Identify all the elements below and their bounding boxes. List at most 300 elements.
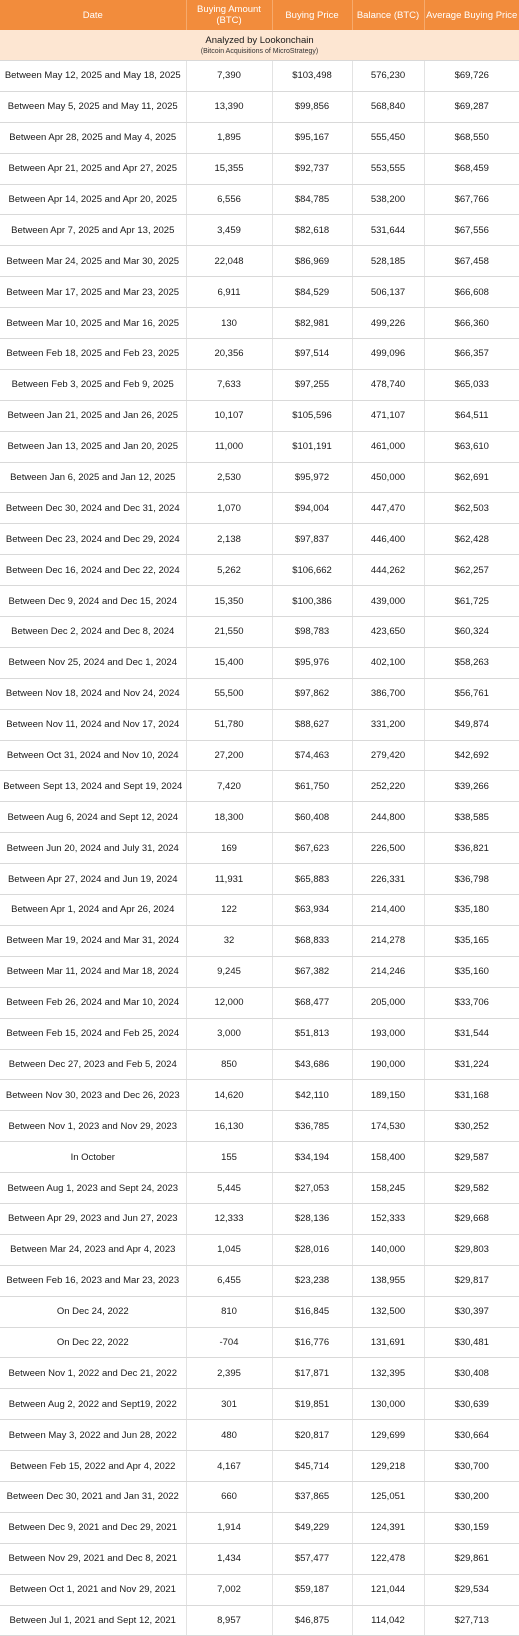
cell-buying-price: $95,976 [272,647,352,678]
cell-buying-amount: 6,556 [186,184,272,215]
cell-date: Between Apr 27, 2024 and Jun 19, 2024 [0,864,186,895]
cell-average-buying-price: $35,180 [424,895,519,926]
cell-balance: 499,096 [352,339,424,370]
cell-balance: 124,391 [352,1512,424,1543]
table-row [0,277,519,308]
cell-buying-amount: 14,620 [186,1080,272,1111]
cell-date: Between Dec 2, 2024 and Dec 8, 2024 [0,617,186,648]
cell-average-buying-price: $69,726 [424,61,519,92]
cell-balance: 538,200 [352,184,424,215]
table-row [0,1080,519,1111]
cell-buying-price: $61,750 [272,771,352,802]
table-row [0,369,519,400]
cell-balance: 158,400 [352,1142,424,1173]
cell-date: Between Apr 29, 2023 and Jun 27, 2023 [0,1203,186,1234]
cell-balance: 121,044 [352,1574,424,1605]
banner-subtitle: (Bitcoin Acquisitions of MicroStrategy) [200,47,319,55]
cell-buying-amount: 4,167 [186,1451,272,1482]
table-row [0,1234,519,1265]
cell-buying-amount: 6,455 [186,1265,272,1296]
cell-buying-amount: 1,070 [186,493,272,524]
cell-date: Between Jan 21, 2025 and Jan 26, 2025 [0,400,186,431]
cell-buying-amount: 480 [186,1420,272,1451]
cell-date: Between Feb 15, 2022 and Apr 4, 2022 [0,1451,186,1482]
cell-buying-amount: 51,780 [186,709,272,740]
cell-buying-amount: 9,245 [186,956,272,987]
table-row [0,1358,519,1389]
cell-date: Between Oct 31, 2024 and Nov 10, 2024 [0,740,186,771]
cell-date: Between May 12, 2025 and May 18, 2025 [0,61,186,92]
cell-average-buying-price: $35,165 [424,925,519,956]
header-buying-amount: Buying Amount (BTC) [186,0,272,30]
cell-average-buying-price: $66,357 [424,339,519,370]
cell-average-buying-price: $60,324 [424,617,519,648]
cell-balance: 158,245 [352,1173,424,1204]
cell-balance: 193,000 [352,1018,424,1049]
cell-buying-price: $27,053 [272,1173,352,1204]
cell-date: In October [0,1142,186,1173]
cell-balance: 252,220 [352,771,424,802]
table-row [0,864,519,895]
cell-date: Between Mar 10, 2025 and Mar 16, 2025 [0,308,186,339]
cell-average-buying-price: $69,287 [424,91,519,122]
cell-date: Between Nov 18, 2024 and Nov 24, 2024 [0,678,186,709]
cell-buying-amount: 21,550 [186,617,272,648]
cell-date: Between Apr 21, 2025 and Apr 27, 2025 [0,153,186,184]
cell-buying-price: $67,382 [272,956,352,987]
table-row [0,987,519,1018]
cell-balance: 402,100 [352,647,424,678]
cell-date: Between Dec 9, 2021 and Dec 29, 2021 [0,1512,186,1543]
cell-balance: 553,555 [352,153,424,184]
cell-average-buying-price: $64,511 [424,400,519,431]
table-header [0,0,519,30]
cell-average-buying-price: $49,874 [424,709,519,740]
table-row [0,462,519,493]
cell-buying-price: $84,785 [272,184,352,215]
cell-average-buying-price: $30,639 [424,1389,519,1420]
cell-buying-price: $28,016 [272,1234,352,1265]
table-row [0,1018,519,1049]
table-row [0,308,519,339]
cell-balance: 331,200 [352,709,424,740]
cell-buying-amount: 122 [186,895,272,926]
table-row [0,1420,519,1451]
cell-buying-amount: 660 [186,1481,272,1512]
cell-date: Between Aug 2, 2022 and Sept19, 2022 [0,1389,186,1420]
table-row [0,91,519,122]
cell-buying-amount: 22,048 [186,246,272,277]
cell-buying-price: $106,662 [272,555,352,586]
table-row [0,1173,519,1204]
cell-average-buying-price: $36,821 [424,833,519,864]
cell-balance: 189,150 [352,1080,424,1111]
cell-average-buying-price: $63,610 [424,431,519,462]
cell-buying-amount: 7,420 [186,771,272,802]
banner-title: Analyzed by Lookonchain [205,34,314,46]
cell-balance: 132,500 [352,1296,424,1327]
cell-balance: 555,450 [352,122,424,153]
table-row [0,1203,519,1234]
table-row [0,61,519,92]
cell-balance: 122,478 [352,1543,424,1574]
cell-buying-price: $57,477 [272,1543,352,1574]
cell-average-buying-price: $67,458 [424,246,519,277]
cell-date: Between Feb 18, 2025 and Feb 23, 2025 [0,339,186,370]
cell-average-buying-price: $33,706 [424,987,519,1018]
cell-buying-amount: 7,002 [186,1574,272,1605]
cell-date: Between Mar 11, 2024 and Mar 18, 2024 [0,956,186,987]
table-row [0,678,519,709]
cell-date: Between Dec 27, 2023 and Feb 5, 2024 [0,1049,186,1080]
cell-buying-price: $17,871 [272,1358,352,1389]
table-row [0,617,519,648]
table-row [0,925,519,956]
cell-buying-price: $103,498 [272,61,352,92]
cell-buying-price: $99,856 [272,91,352,122]
table-row [0,895,519,926]
table-row [0,1327,519,1358]
cell-balance: 226,331 [352,864,424,895]
cell-average-buying-price: $29,861 [424,1543,519,1574]
cell-buying-price: $92,737 [272,153,352,184]
banner-row [0,30,519,61]
table-row [0,246,519,277]
cell-buying-amount: 20,356 [186,339,272,370]
cell-average-buying-price: $38,585 [424,802,519,833]
cell-date: Between Nov 1, 2023 and Nov 29, 2023 [0,1111,186,1142]
cell-average-buying-price: $68,459 [424,153,519,184]
cell-buying-price: $88,627 [272,709,352,740]
cell-buying-amount: 3,000 [186,1018,272,1049]
cell-buying-amount: 55,500 [186,678,272,709]
cell-balance: 386,700 [352,678,424,709]
cell-buying-amount: 7,633 [186,369,272,400]
table-row [0,1512,519,1543]
cell-buying-amount: 155 [186,1142,272,1173]
cell-average-buying-price: $31,544 [424,1018,519,1049]
cell-average-buying-price: $56,761 [424,678,519,709]
cell-average-buying-price: $61,725 [424,586,519,617]
cell-buying-amount: 16,130 [186,1111,272,1142]
cell-balance: 506,137 [352,277,424,308]
cell-balance: 226,500 [352,833,424,864]
cell-balance: 205,000 [352,987,424,1018]
cell-buying-price: $95,972 [272,462,352,493]
cell-buying-price: $95,167 [272,122,352,153]
table-row [0,1389,519,1420]
table-row [0,153,519,184]
cell-average-buying-price: $30,200 [424,1481,519,1512]
cell-buying-amount: 27,200 [186,740,272,771]
table-body [0,61,519,1636]
cell-balance: 244,800 [352,802,424,833]
table-row [0,709,519,740]
cell-buying-price: $97,862 [272,678,352,709]
cell-average-buying-price: $30,481 [424,1327,519,1358]
cell-buying-price: $16,845 [272,1296,352,1327]
cell-average-buying-price: $29,668 [424,1203,519,1234]
cell-balance: 478,740 [352,369,424,400]
cell-buying-amount: 12,333 [186,1203,272,1234]
cell-buying-amount: 12,000 [186,987,272,1018]
cell-buying-amount: 11,931 [186,864,272,895]
cell-buying-amount: 1,434 [186,1543,272,1574]
table-row [0,184,519,215]
cell-average-buying-price: $62,691 [424,462,519,493]
cell-buying-price: $67,623 [272,833,352,864]
cell-date: Between Jan 13, 2025 and Jan 20, 2025 [0,431,186,462]
cell-average-buying-price: $30,664 [424,1420,519,1451]
table-row [0,740,519,771]
cell-average-buying-price: $30,408 [424,1358,519,1389]
cell-buying-price: $43,686 [272,1049,352,1080]
cell-date: Between Jun 20, 2024 and July 31, 2024 [0,833,186,864]
cell-date: Between Mar 17, 2025 and Mar 23, 2025 [0,277,186,308]
cell-buying-price: $16,776 [272,1327,352,1358]
cell-date: Between Nov 30, 2023 and Dec 26, 2023 [0,1080,186,1111]
cell-average-buying-price: $36,798 [424,864,519,895]
cell-buying-price: $68,477 [272,987,352,1018]
cell-date: Between Oct 1, 2021 and Nov 29, 2021 [0,1574,186,1605]
cell-balance: 152,333 [352,1203,424,1234]
header-row [0,0,519,30]
cell-date: Between Dec 9, 2024 and Dec 15, 2024 [0,586,186,617]
cell-balance: 450,000 [352,462,424,493]
cell-average-buying-price: $29,803 [424,1234,519,1265]
cell-balance: 129,218 [352,1451,424,1482]
table-row [0,1142,519,1173]
cell-buying-price: $97,837 [272,524,352,555]
cell-buying-amount: 301 [186,1389,272,1420]
cell-date: On Dec 22, 2022 [0,1327,186,1358]
cell-date: Between Nov 11, 2024 and Nov 17, 2024 [0,709,186,740]
cell-balance: 423,650 [352,617,424,648]
cell-buying-amount: 2,530 [186,462,272,493]
cell-date: Between Feb 16, 2023 and Mar 23, 2023 [0,1265,186,1296]
cell-average-buying-price: $62,257 [424,555,519,586]
cell-buying-amount: -704 [186,1327,272,1358]
cell-average-buying-price: $39,266 [424,771,519,802]
cell-balance: 279,420 [352,740,424,771]
cell-balance: 214,246 [352,956,424,987]
cell-average-buying-price: $30,252 [424,1111,519,1142]
cell-balance: 576,230 [352,61,424,92]
cell-average-buying-price: $66,360 [424,308,519,339]
cell-date: Between Aug 1, 2023 and Sept 24, 2023 [0,1173,186,1204]
header-average-buying-price: Average Buying Price [424,0,519,30]
cell-balance: 499,226 [352,308,424,339]
cell-balance: 174,530 [352,1111,424,1142]
cell-buying-amount: 810 [186,1296,272,1327]
cell-average-buying-price: $62,503 [424,493,519,524]
table-row [0,524,519,555]
cell-balance: 138,955 [352,1265,424,1296]
cell-average-buying-price: $68,550 [424,122,519,153]
cell-buying-amount: 1,914 [186,1512,272,1543]
cell-buying-price: $98,783 [272,617,352,648]
cell-date: Between Dec 30, 2024 and Dec 31, 2024 [0,493,186,524]
banner-cell [0,30,519,61]
cell-balance: 471,107 [352,400,424,431]
cell-buying-price: $100,386 [272,586,352,617]
cell-date: Between Dec 23, 2024 and Dec 29, 2024 [0,524,186,555]
cell-buying-price: $28,136 [272,1203,352,1234]
cell-date: Between Dec 30, 2021 and Jan 31, 2022 [0,1481,186,1512]
cell-date: Between Mar 19, 2024 and Mar 31, 2024 [0,925,186,956]
table-row [0,1481,519,1512]
table-row [0,833,519,864]
cell-buying-amount: 11,000 [186,431,272,462]
cell-average-buying-price: $29,534 [424,1574,519,1605]
cell-buying-price: $63,934 [272,895,352,926]
cell-average-buying-price: $35,160 [424,956,519,987]
cell-date: On Dec 24, 2022 [0,1296,186,1327]
cell-average-buying-price: $67,766 [424,184,519,215]
cell-average-buying-price: $66,608 [424,277,519,308]
table-row [0,555,519,586]
cell-buying-amount: 850 [186,1049,272,1080]
cell-date: Between Jan 6, 2025 and Jan 12, 2025 [0,462,186,493]
table-row [0,1265,519,1296]
cell-average-buying-price: $67,556 [424,215,519,246]
cell-buying-price: $45,714 [272,1451,352,1482]
table-row [0,1049,519,1080]
cell-date: Between Mar 24, 2023 and Apr 4, 2023 [0,1234,186,1265]
cell-average-buying-price: $30,397 [424,1296,519,1327]
cell-buying-price: $65,883 [272,864,352,895]
table-row [0,802,519,833]
cell-balance: 131,691 [352,1327,424,1358]
cell-date: Between Nov 25, 2024 and Dec 1, 2024 [0,647,186,678]
cell-buying-amount: 5,445 [186,1173,272,1204]
cell-buying-amount: 10,107 [186,400,272,431]
cell-buying-price: $82,618 [272,215,352,246]
cell-date: Between Apr 28, 2025 and May 4, 2025 [0,122,186,153]
cell-buying-price: $97,514 [272,339,352,370]
cell-buying-price: $51,813 [272,1018,352,1049]
table-row [0,1574,519,1605]
cell-buying-amount: 169 [186,833,272,864]
header-buying-price: Buying Price [272,0,352,30]
table-row [0,1111,519,1142]
cell-average-buying-price: $65,033 [424,369,519,400]
cell-buying-price: $82,981 [272,308,352,339]
cell-buying-price: $42,110 [272,1080,352,1111]
cell-date: Between Aug 6, 2024 and Sept 12, 2024 [0,802,186,833]
cell-average-buying-price: $29,817 [424,1265,519,1296]
cell-date: Between Feb 15, 2024 and Feb 25, 2024 [0,1018,186,1049]
cell-buying-price: $23,238 [272,1265,352,1296]
cell-date: Between Mar 24, 2025 and Mar 30, 2025 [0,246,186,277]
cell-balance: 132,395 [352,1358,424,1389]
table-row [0,647,519,678]
cell-buying-price: $94,004 [272,493,352,524]
cell-buying-price: $46,875 [272,1605,352,1636]
cell-balance: 214,400 [352,895,424,926]
table-row [0,400,519,431]
cell-buying-amount: 2,395 [186,1358,272,1389]
cell-balance: 129,699 [352,1420,424,1451]
cell-average-buying-price: $29,587 [424,1142,519,1173]
cell-buying-amount: 15,355 [186,153,272,184]
table-row [0,1451,519,1482]
cell-buying-price: $74,463 [272,740,352,771]
cell-date: Between May 3, 2022 and Jun 28, 2022 [0,1420,186,1451]
cell-buying-price: $37,865 [272,1481,352,1512]
cell-balance: 130,000 [352,1389,424,1420]
cell-buying-amount: 5,262 [186,555,272,586]
cell-average-buying-price: $31,168 [424,1080,519,1111]
cell-balance: 461,000 [352,431,424,462]
table-row [0,771,519,802]
cell-buying-price: $86,969 [272,246,352,277]
cell-balance: 140,000 [352,1234,424,1265]
table-row [0,431,519,462]
cell-buying-amount: 130 [186,308,272,339]
cell-buying-amount: 32 [186,925,272,956]
cell-buying-amount: 15,350 [186,586,272,617]
cell-balance: 444,262 [352,555,424,586]
cell-average-buying-price: $42,692 [424,740,519,771]
cell-buying-price: $101,191 [272,431,352,462]
cell-buying-price: $84,529 [272,277,352,308]
table-row [0,586,519,617]
table-row [0,956,519,987]
cell-buying-amount: 1,895 [186,122,272,153]
cell-date: Between Apr 14, 2025 and Apr 20, 2025 [0,184,186,215]
cell-balance: 114,042 [352,1605,424,1636]
cell-average-buying-price: $27,713 [424,1605,519,1636]
cell-balance: 447,470 [352,493,424,524]
table-row [0,1543,519,1574]
table-row [0,122,519,153]
cell-buying-price: $97,255 [272,369,352,400]
cell-balance: 439,000 [352,586,424,617]
cell-balance: 528,185 [352,246,424,277]
cell-buying-amount: 7,390 [186,61,272,92]
cell-buying-price: $49,229 [272,1512,352,1543]
cell-buying-price: $19,851 [272,1389,352,1420]
table-row [0,215,519,246]
cell-buying-amount: 3,459 [186,215,272,246]
cell-balance: 531,644 [352,215,424,246]
cell-date: Between Apr 7, 2025 and Apr 13, 2025 [0,215,186,246]
cell-average-buying-price: $31,224 [424,1049,519,1080]
cell-buying-amount: 6,911 [186,277,272,308]
cell-date: Between Nov 1, 2022 and Dec 21, 2022 [0,1358,186,1389]
table-row [0,339,519,370]
cell-balance: 190,000 [352,1049,424,1080]
banner-section [0,30,519,61]
cell-date: Between Feb 26, 2024 and Mar 10, 2024 [0,987,186,1018]
cell-balance: 446,400 [352,524,424,555]
cell-date: Between May 5, 2025 and May 11, 2025 [0,91,186,122]
table-row [0,1296,519,1327]
header-date: Date [0,0,186,30]
cell-date: Between Dec 16, 2024 and Dec 22, 2024 [0,555,186,586]
cell-buying-price: $60,408 [272,802,352,833]
cell-average-buying-price: $30,700 [424,1451,519,1482]
cell-date: Between Sept 13, 2024 and Sept 19, 2024 [0,771,186,802]
cell-buying-price: $105,596 [272,400,352,431]
cell-buying-amount: 15,400 [186,647,272,678]
cell-average-buying-price: $29,582 [424,1173,519,1204]
cell-buying-amount: 18,300 [186,802,272,833]
cell-buying-amount: 8,957 [186,1605,272,1636]
cell-balance: 568,840 [352,91,424,122]
cell-buying-amount: 13,390 [186,91,272,122]
